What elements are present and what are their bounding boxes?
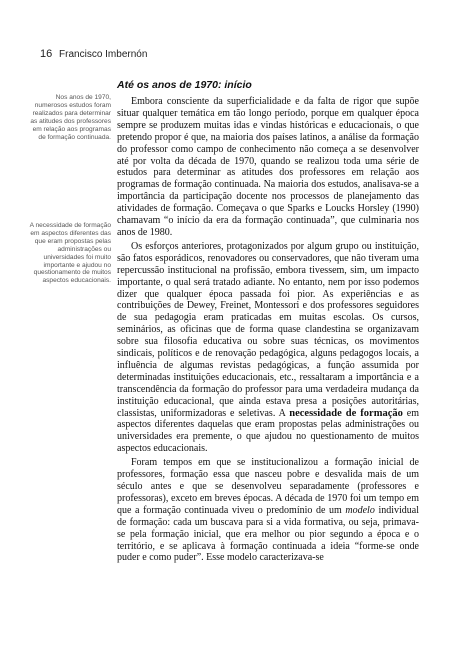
section-heading: Até os anos de 1970: início (117, 79, 252, 91)
paragraph-1: Embora consciente da superficialidade e da falta de rigor que supõe situar qualquer temática em tão longo período, porque em qualquer época sempre se produzem muitas idas e vindas históricas e educacionais, o que pretendo propor é que, na maioria dos países latinos, a análise da formação do professor como campo de conhecimento não começa a se desenvolver até por volta da década de 1970, quando se realizou toda uma série de estudos para determinar as atitudes dos professores em relação aos programas de formação continuada. Na maioria dos estudos, analisava-se a importância da participação docente nos processos de planejamento das atividades de formação. Começava o que Sparks e Loucks Horsley (1990) chamavam “o início da era da formação continuada”, que culminaria nos anos de 1980. (117, 96, 419, 238)
main-text-column (117, 79, 419, 564)
paragraph-3-text-a: Foram tempos em que se institucionalizou a formação inicial de professores, formação essa que nasceu pobre e desvalida mais de um século antes e que se desenvolveu separadamente (professores e professoras), exceto em breves épocas. A década de 1970 foi um tempo em que a formação continuada viveu o predomínio de um (117, 457, 419, 516)
running-header (40, 48, 147, 60)
paragraph-3-text-b: individual de formação: cada um buscava para si a vida formativa, ou seja, primava-se pela formação inicial, que era melhor ou pior segundo a época e o território, e se aplicava à formação continuada a ideia “forme-se onde puder e como puder”. Esse modelo caracterizava-se (117, 504, 419, 564)
paragraph-2-text-b: em aspectos diferentes daquelas que eram propostas pelas administrações ou universidades era premente, o que ajudou no questionamento de muitos aspectos educacionais. (117, 407, 419, 455)
italic-term: modelo (345, 504, 375, 516)
author-name: Francisco Imbernón (59, 49, 148, 60)
paragraph-2 (117, 241, 419, 455)
page-number: 16 (40, 48, 53, 60)
margin-note-1: Nos anos de 1970, numerosos estudos foram realizados para determinar as atitudes dos professores em relação aos programas de formação continuada. (30, 94, 111, 141)
margin-note-2: A necessidade de formação em aspectos diferentes das que eram propostas pelas administrações ou universidades foi muito importante e ajudou no questionamento de muitos aspectos educacionais. (29, 222, 111, 285)
paragraph-3 (117, 457, 419, 564)
bold-term: necessidade de formação (289, 407, 403, 419)
paragraph-2-text-a: Os esforços anteriores, protagonizados por algum grupo ou instituição, são fatos esporádicos, renovadores ou conservadores, que não tiveram uma repercussão institucional na profissão, embora tivessem, sim, um impacto importante, o qual será tratado adiante. No entanto, nem por isso podemos dizer que qualquer época passada foi pior. As experiências e as contribuições de Dewey, Freinet, Montessori e dos professores seguidores de sua pedagogia eram praticadas em muitas escolas. Os cursos, seminários, as oficinas que de forma quase clandestina se organizavam sobre sua filosofia educativa ou sobre suas técnicas, os movimentos sindicais, políticos e de renovação pedagógica, alguns pedagogos locais, a influência de algumas revistas pedagógicas, a função assumida por determinadas instituições educacionais, etc., ressaltaram a importância e a transcendência da formação do professor para uma verdadeira mudança da instituição educacional, que ainda estava presa a posições autoritárias, classistas, uniformizadoras e seletivas. A (117, 240, 419, 419)
